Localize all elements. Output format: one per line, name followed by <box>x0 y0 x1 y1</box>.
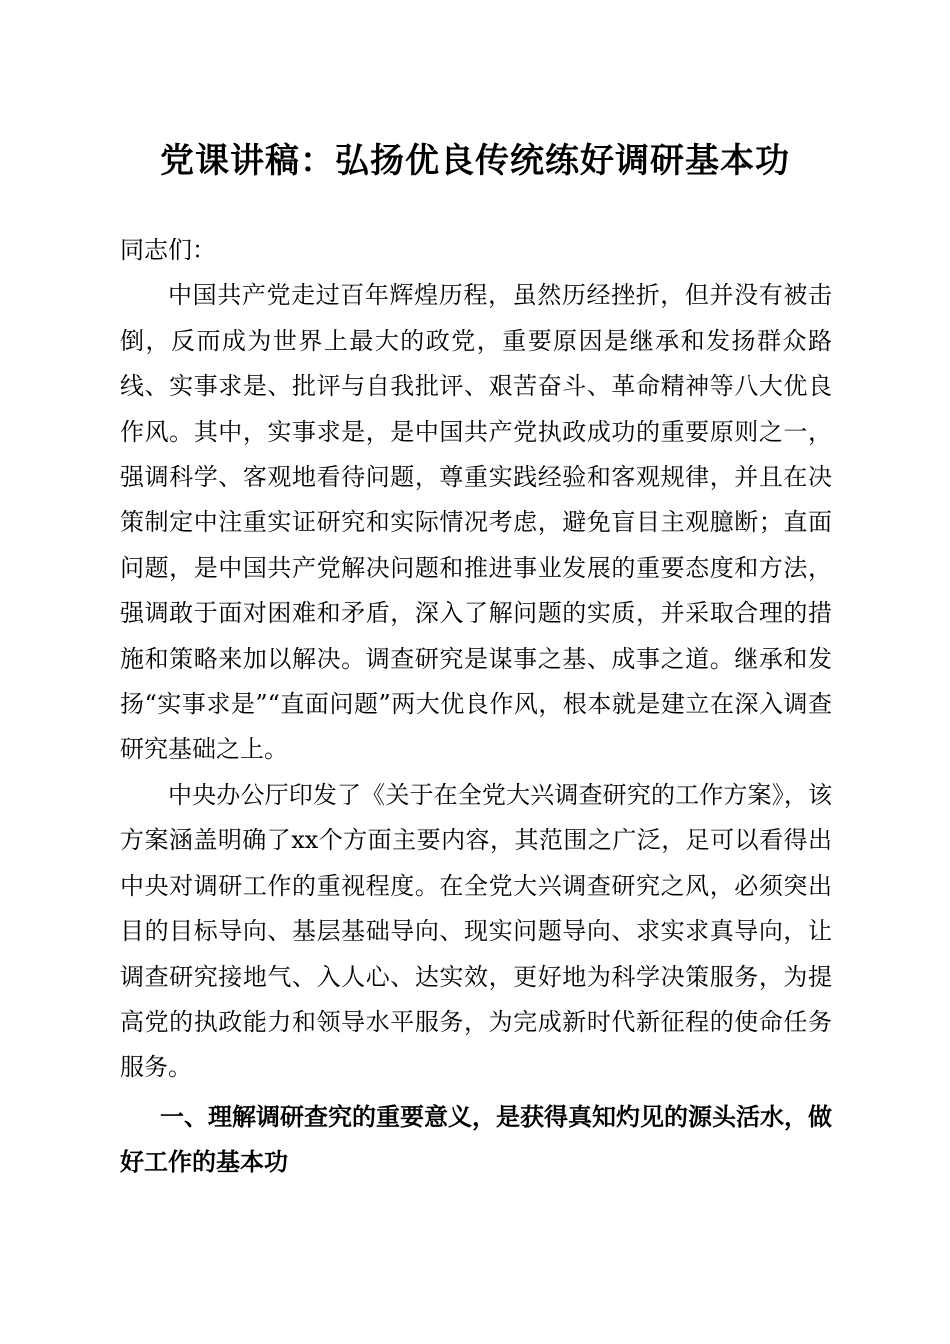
document-body <box>120 228 832 1186</box>
paragraph-2: 中央办公厅印发了《关于在全党大兴调查研究的工作方案》，该方案涵盖明确了xx个方面主要内容，其范围之广泛，足可以看得出中央对调研工作的重视程度。在全党大兴调查研究之风，必须突出目的目标导向、基层基础导向、现实问题导向、求实求真导向，让调查研究接地气、入人心、达实效，更好地为科学决策服务，为提高党的执政能力和领导水平服务，为完成新时代新征程的使命任务服务。 <box>120 780 832 1082</box>
salutation: 同志们： <box>120 236 216 264</box>
document-title: 党课讲稿：弘扬优良传统练好调研基本功 <box>160 141 790 181</box>
section-heading-1: 一、理解调研查究的重要意义，是获得真知灼见的源头活水，做好工作的基本功 <box>120 1102 832 1177</box>
paragraph-1: 中国共产党走过百年辉煌历程，虽然历经挫折，但并没有被击倒，反而成为世界上最大的政党，重要原因是继承和发扬群众路线、实事求是、批评与自我批评、艰苦奋斗、革命精神等八大优良作风。其中，实事求是，是中国共产党执政成功的重要原则之一，强调科学、客观地看待问题，尊重实践经验和客观规律，并且在决策制定中注重实证研究和实际情况考虑，避免盲目主观臆断；直面问题，是中国共产党解决问题和推进事业发展的重要态度和方法，强调敢于面对困难和矛盾，深入了解问题的实质，并采取合理的措施和策略来加以解决。调查研究是谋事之基、成事之道。继承和发扬“实事求是”“直面问题”两大优良作风，根本就是建立在深入调查研究基础之上。 <box>120 281 832 764</box>
